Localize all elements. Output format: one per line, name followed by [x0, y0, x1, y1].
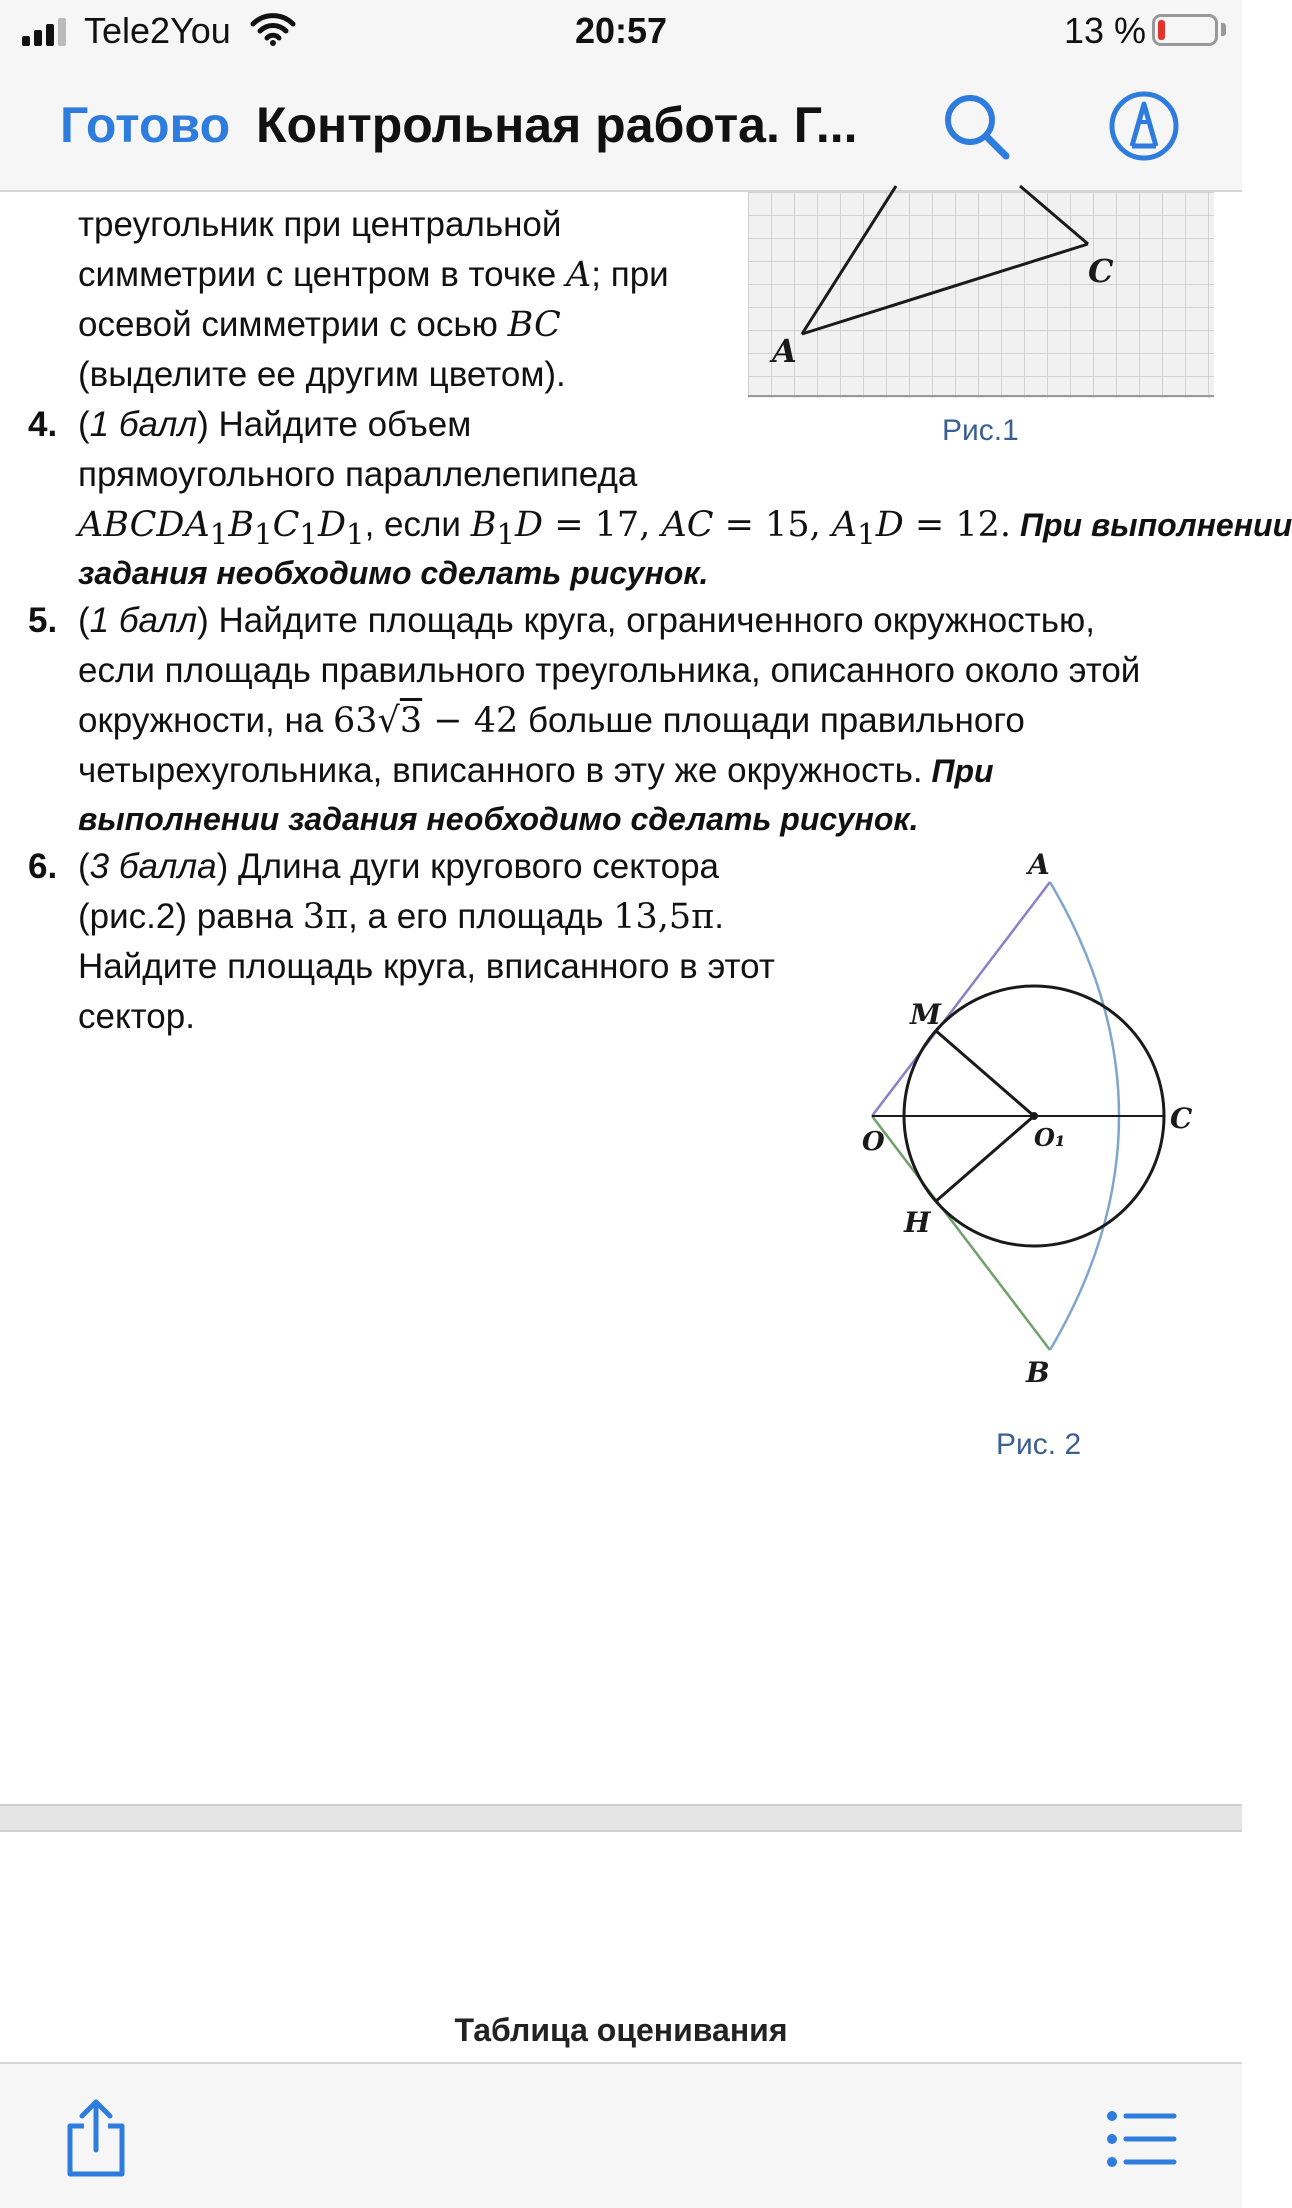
task6-line	[28, 842, 57, 892]
share-icon[interactable]	[62, 2098, 130, 2178]
status-bar	[0, 0, 1242, 64]
battery-percent: 13 %	[1064, 10, 1147, 51]
figure-2-label-a: A	[1028, 848, 1050, 881]
figure-1-label-c: C	[1088, 252, 1114, 290]
figure-2-label-o1: O₁	[1034, 1123, 1066, 1152]
task4-line: прямоугольного параллелепипеда	[78, 455, 638, 494]
markup-pen-icon[interactable]	[1108, 90, 1180, 162]
task5-line: если площадь правильного треугольника, описанного около этой	[78, 651, 1141, 690]
task3-line: осевой симметрии с осью BC	[78, 305, 561, 345]
list-outline-icon[interactable]	[1106, 2110, 1176, 2168]
task3-line: треугольник при центральной	[78, 205, 562, 244]
task6-line: (3 балла) Длина дуги кругового сектора	[78, 847, 720, 886]
task5-number: 5.	[28, 601, 58, 640]
grading-table-heading: Таблица оценивания	[454, 2012, 788, 2048]
page-separator	[0, 1804, 1242, 1832]
task5-line: четырехугольника, вписанного в эту же окружность. При	[78, 751, 994, 790]
figure-1-caption: Рис.1	[942, 414, 1019, 447]
task6-line: Найдите площадь круга, вписанного в этот	[78, 947, 775, 986]
task3-line: симметрии с центром в точке A; при	[78, 255, 669, 295]
figure-2-label-b: B	[1026, 1356, 1050, 1389]
carrier-name: Tele2You	[84, 10, 231, 51]
task4-number: 4.	[28, 405, 58, 444]
figure-2-caption: Рис. 2	[996, 1428, 1082, 1461]
task5-line	[28, 596, 57, 646]
task3-line: (выделите ее другим цветом).	[78, 355, 566, 394]
task4-note: задания необходимо сделать рисунок.	[78, 555, 709, 591]
document-page-2[interactable]	[0, 1832, 1242, 2062]
figure-2-label-m: M	[910, 998, 941, 1031]
battery-level-fill	[1158, 20, 1165, 40]
document-page[interactable]	[0, 192, 1292, 1804]
bottom-toolbar	[0, 2062, 1242, 2208]
task5-line: (1 балл) Найдите площадь круга, ограниченного окружностью,	[78, 601, 1095, 640]
task6-number: 6.	[28, 847, 58, 886]
task4-line: (1 балл) Найдите объем	[78, 405, 472, 444]
figure-2-label-c: C	[1170, 1102, 1193, 1135]
clock: 20:57	[574, 10, 668, 51]
battery-cap	[1221, 23, 1226, 36]
task4-line	[28, 400, 57, 450]
task4-formula-line: $ABCDA_1B_1C_1D_1$, если $B_1D = 17$, AC = 15, $A_1D = 12$. При выполнении	[78, 505, 1292, 551]
figure-1-label-a: A	[772, 332, 797, 370]
search-icon[interactable]	[940, 90, 1012, 162]
figure-2-label-o: O	[862, 1127, 885, 1157]
task5-note: выполнении задания необходимо сделать рисунок.	[78, 801, 919, 837]
figure-2-label-h: H	[904, 1206, 931, 1239]
battery-icon	[1152, 14, 1218, 46]
task5-formula-line: окружности, на 63√3 − 42 больше площади правильного	[78, 701, 1025, 741]
document-title: Контрольная работа. Г...	[256, 97, 858, 153]
done-button[interactable]: Готово	[60, 97, 231, 153]
figure-2-sector	[850, 848, 1210, 1392]
figure-1-grid	[748, 192, 1214, 398]
navigation-bar	[0, 64, 1242, 192]
task6-line: сектор.	[78, 997, 195, 1036]
task6-line: (рис.2) равна 3π, а его площадь 13,5π.	[78, 897, 724, 937]
